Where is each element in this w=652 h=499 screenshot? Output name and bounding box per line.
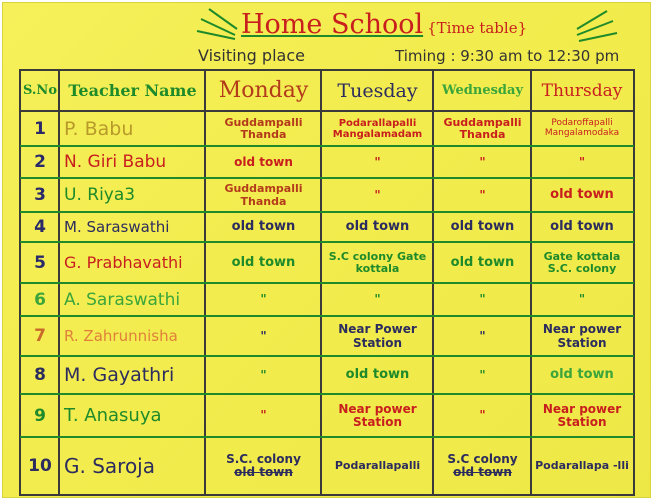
header-thursday: Thursday — [541, 80, 623, 101]
row-7-wednesday: " — [479, 328, 486, 343]
row-2-tuesday: " — [374, 154, 381, 169]
row-9-sno: 9 — [34, 405, 46, 426]
row-5-sno: 5 — [34, 252, 46, 273]
row-3-wednesday: " — [479, 187, 486, 202]
row-5-thursday: Gate kottala S.C. colony — [543, 249, 621, 275]
row-4-thursday: old town — [550, 219, 614, 235]
header-wednesday: Wednesday — [441, 82, 523, 98]
row-9-teacher: T. Anasuya — [64, 405, 162, 427]
row-7-thursday: Near power Station — [542, 322, 622, 350]
sun-rays-left-decoration — [195, 5, 241, 41]
row-6-thursday: " — [578, 292, 586, 307]
row-1-teacher: P. Babu — [64, 117, 134, 140]
row-3-tuesday: " — [374, 187, 381, 202]
row-5-monday: old town — [231, 254, 296, 270]
row-1-monday: Guddampalli Thanda — [224, 115, 303, 141]
sun-rays-right-decoration — [573, 9, 619, 45]
row-1-thursday: Podaroffapalli Mangalamodaka — [544, 118, 620, 138]
row-10-teacher: G. Saroja — [64, 454, 155, 478]
row-10-wednesday-struck-entry: old town — [453, 465, 512, 479]
timetable-poster — [2, 2, 651, 498]
header-monday: Monday — [218, 77, 309, 103]
row-10-wednesday-entry: S.C colony — [447, 451, 518, 466]
header-tuesday: Tuesday — [337, 79, 418, 102]
row-2-teacher: N. Giri Babu — [64, 152, 167, 173]
row-2-sno: 2 — [34, 152, 46, 173]
row-10-thursday: Podarallapa -lli — [535, 458, 629, 472]
title-main: Home School — [241, 9, 424, 40]
row-7-monday: " — [260, 328, 267, 343]
visiting-place-label: Visiting place — [198, 46, 305, 65]
row-6-tuesday: " — [374, 292, 381, 307]
header-teacher-name: Teacher Name — [68, 81, 197, 101]
timing-label: Timing : 9:30 am to 12:30 pm — [395, 47, 620, 65]
row-8-teacher: M. Gayathri — [64, 364, 175, 387]
row-3-sno: 3 — [34, 185, 46, 206]
row-3-monday: Guddampalli Thanda — [224, 182, 303, 208]
row-7-tuesday: Near Power Station — [338, 322, 417, 350]
row-4-monday: old town — [231, 219, 296, 235]
row-5-tuesday: S.C colony Gate kottala — [328, 249, 427, 275]
row-10-wednesday — [434, 438, 531, 494]
row-10-monday-entry: S.C. colony — [226, 451, 301, 466]
row-7-sno: 7 — [34, 326, 46, 347]
row-1-wednesday: Guddampalli Thanda — [443, 115, 522, 141]
row-2-monday: old town — [234, 154, 293, 169]
row-8-tuesday: old town — [345, 367, 410, 383]
row-8-sno: 8 — [34, 365, 46, 386]
row-4-wednesday: old town — [450, 219, 515, 235]
row-1-sno: 1 — [34, 118, 46, 139]
row-9-thursday: Near power Station — [542, 401, 622, 429]
header-sno: S.No — [22, 82, 57, 98]
row-5-teacher: G. Prabhavathi — [64, 253, 183, 273]
row-10-tuesday: Podarallapalli — [334, 458, 421, 472]
row-2-thursday: " — [578, 154, 586, 169]
row-8-monday: " — [260, 367, 267, 382]
row-6-monday: " — [260, 292, 267, 307]
row-6-sno: 6 — [34, 289, 46, 310]
row-10-sno: 10 — [28, 455, 52, 476]
row-9-monday: " — [260, 408, 267, 423]
row-9-tuesday: Near power Station — [338, 401, 417, 429]
row-10-monday — [206, 438, 321, 494]
row-4-teacher: M. Saraswathi — [64, 218, 170, 237]
row-6-wednesday: " — [479, 292, 486, 307]
poster-title — [241, 9, 527, 40]
row-4-sno: 4 — [34, 217, 46, 238]
row-5-wednesday: old town — [450, 254, 515, 270]
row-6-teacher: A. Saraswathi — [64, 289, 181, 310]
row-7-teacher: R. Zahrunnisha — [64, 327, 178, 346]
row-4-tuesday: old town — [345, 219, 410, 235]
row-8-wednesday: " — [479, 367, 486, 382]
row-2-wednesday: " — [479, 154, 486, 169]
title-subtitle: {Time table} — [427, 19, 528, 37]
row-9-wednesday: " — [479, 408, 486, 423]
row-3-teacher: U. Riya3 — [64, 185, 136, 206]
row-1-tuesday: Podarallapalli Mangalamadam — [332, 118, 423, 140]
row-3-thursday: old town — [550, 187, 614, 203]
row-8-thursday: old town — [550, 367, 614, 383]
row-10-monday-struck-entry: old town — [234, 465, 293, 479]
